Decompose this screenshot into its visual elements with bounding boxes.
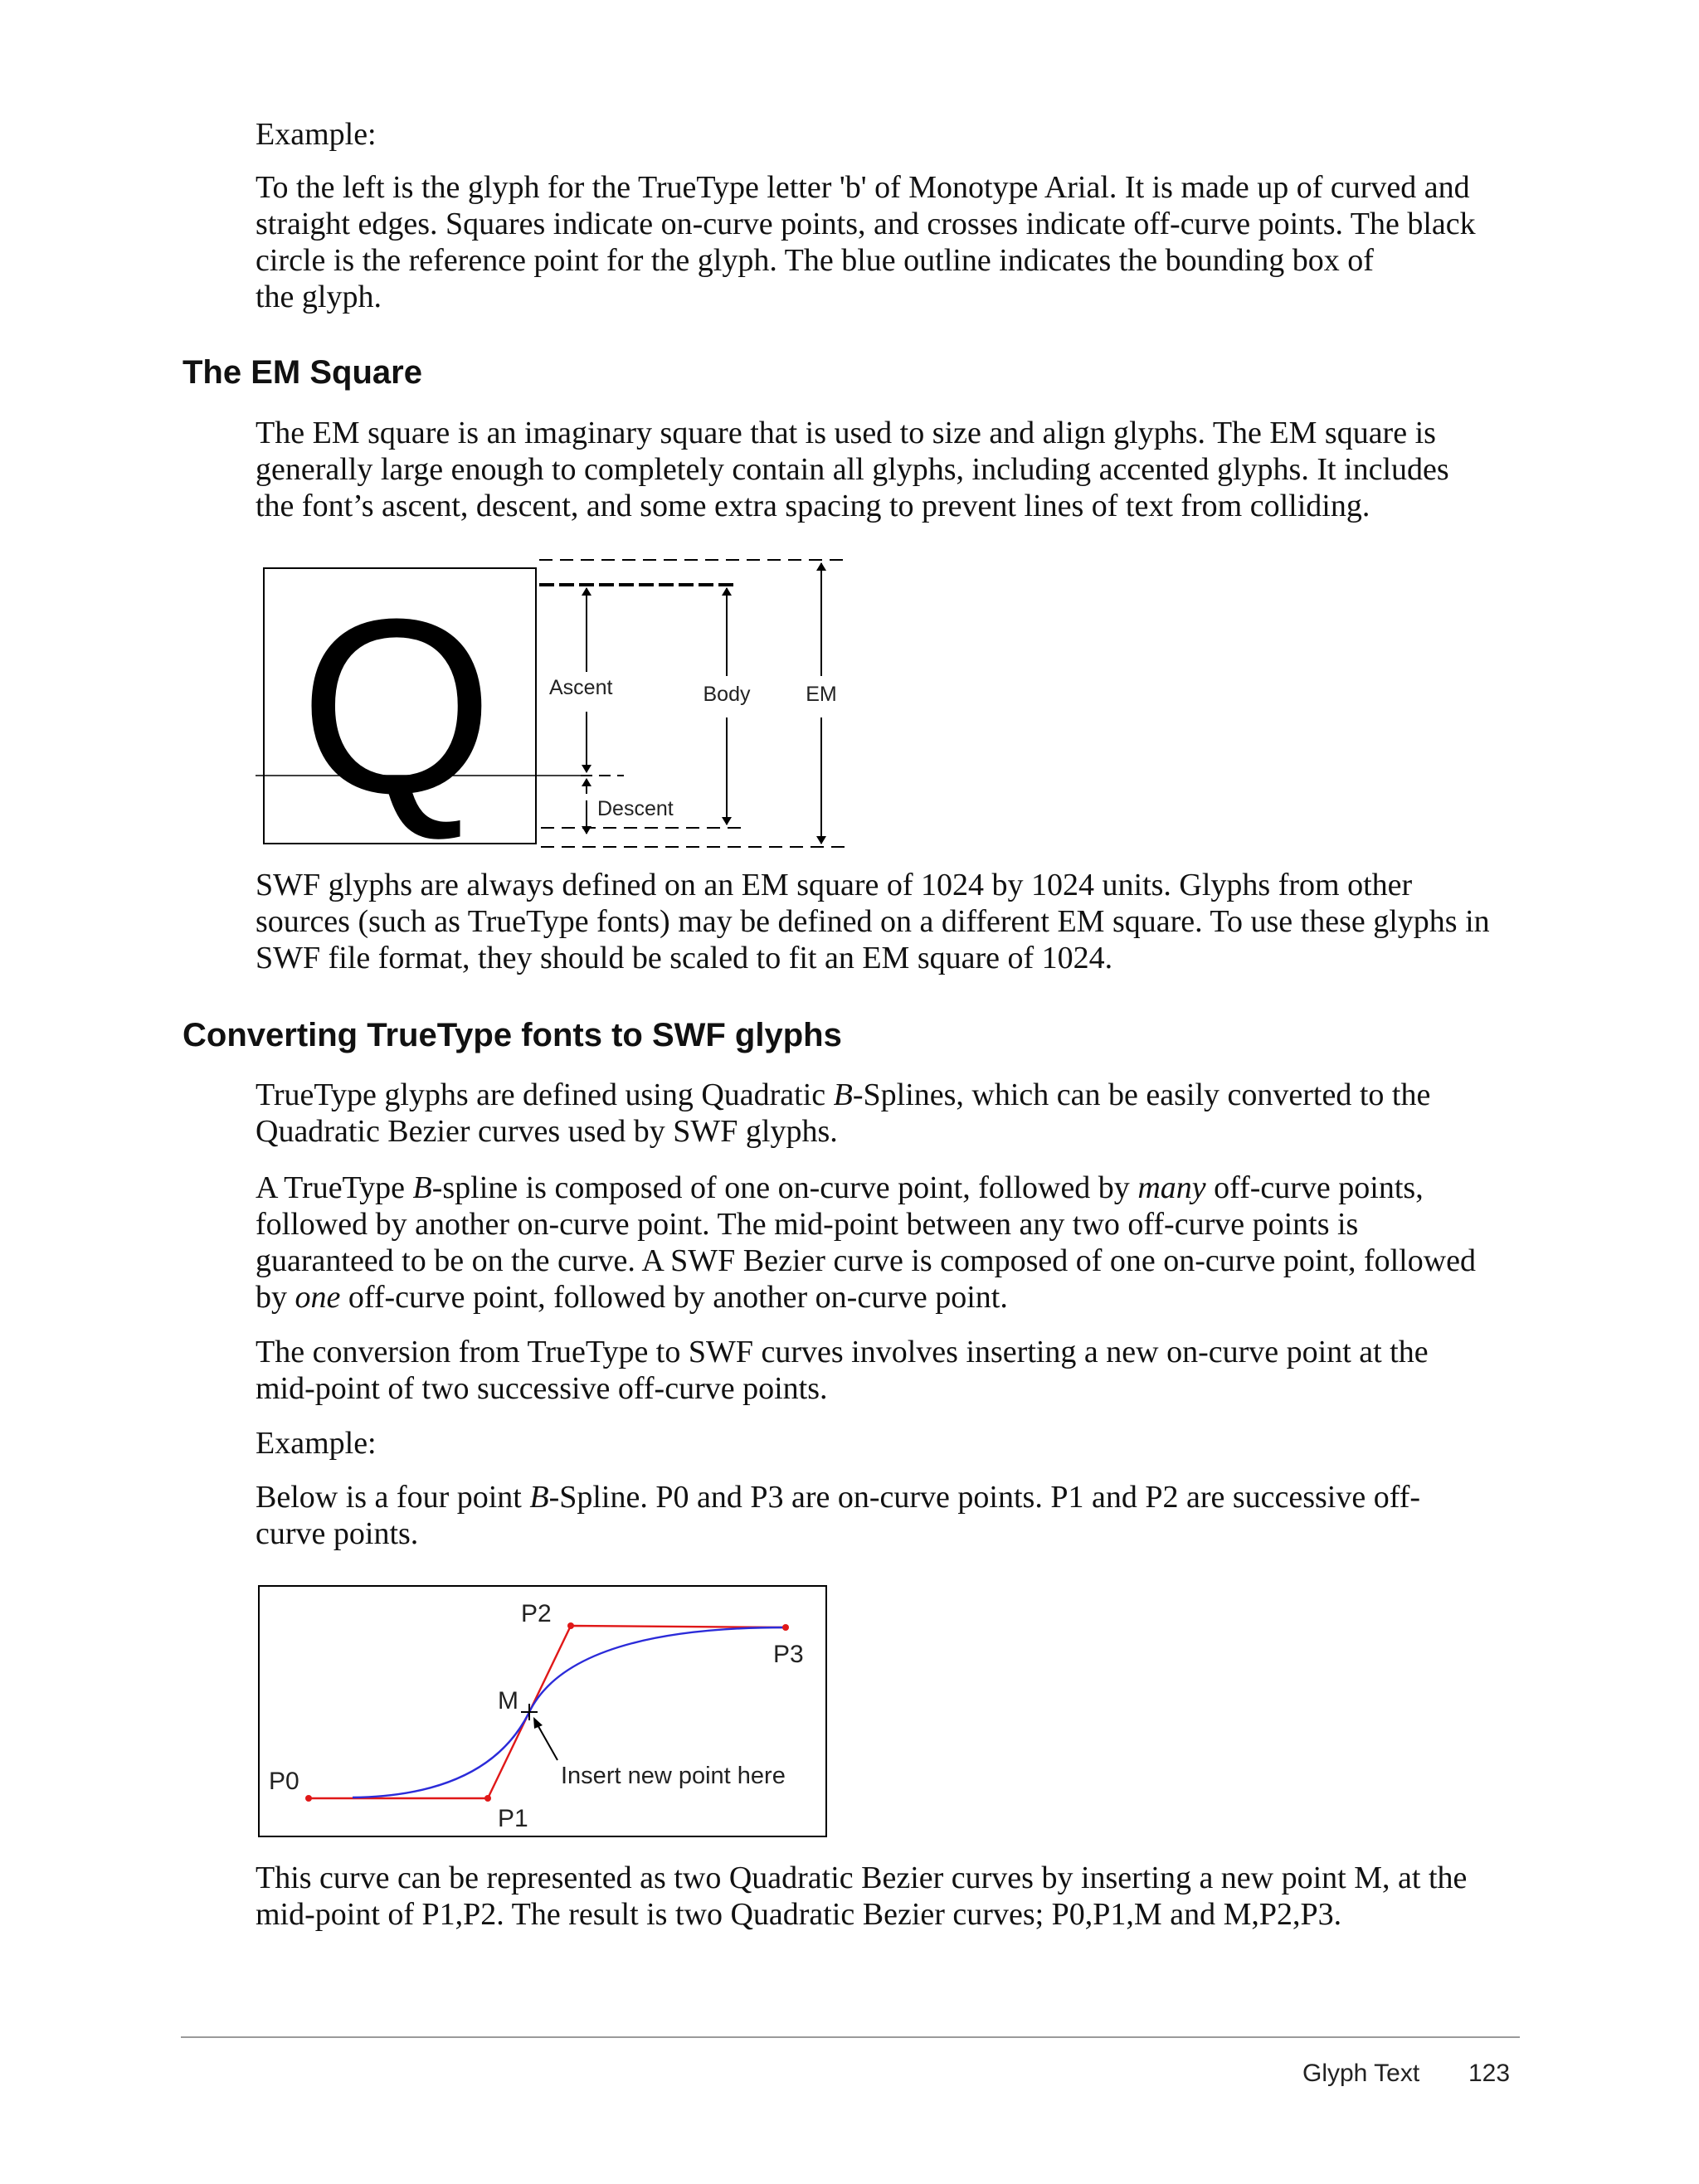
text-line: The EM square is an imaginary square that is used to size and align glyphs. The EM square is	[256, 416, 1436, 450]
descent-label: Descent	[597, 797, 674, 820]
em-label: EM	[806, 683, 837, 706]
text-run: A TrueType	[256, 1170, 413, 1205]
section-heading-em-square: The EM Square	[183, 354, 422, 391]
text-line: mid-point of P1,P2. The result is two Quadratic Bezier curves; P0,P1,M and M,P2,P3.	[256, 1897, 1342, 1932]
em-square-paragraph	[256, 415, 1525, 524]
label-insert: Insert new point here	[561, 1763, 786, 1789]
italic-run: many	[1137, 1170, 1206, 1205]
text-line: To the left is the glyph for the TrueType letter 'b' of Monotype Arial. It is made up of curved and	[256, 170, 1470, 205]
text-run: -Splines, which can be easily converted to the	[852, 1077, 1431, 1112]
text-line: the glyph.	[256, 280, 382, 314]
text-line: Quadratic Bezier curves used by SWF glyphs.	[256, 1114, 838, 1149]
text-line: The conversion from TrueType to SWF curves involves inserting a new on-curve point at the	[256, 1335, 1429, 1369]
text-line: sources (such as TrueType fonts) may be defined on a different EM square. To use these glyphs in	[256, 904, 1490, 939]
label-p3: P3	[773, 1641, 804, 1668]
text-line: the font’s ascent, descent, and some extra spacing to prevent lines of text from colliding.	[256, 489, 1370, 523]
text-line	[256, 1077, 1525, 1113]
glyph-paragraph	[256, 169, 1525, 315]
label-m: M	[498, 1687, 518, 1715]
example-label: Example:	[256, 117, 377, 152]
label-p1: P1	[498, 1805, 528, 1832]
text-line	[256, 1479, 1525, 1515]
footer-section-title: Glyph Text	[1302, 2060, 1420, 2087]
converting-paragraph-1	[256, 1077, 1525, 1150]
example-label-2: Example:	[256, 1426, 377, 1461]
label-p2: P2	[521, 1600, 552, 1627]
text-line: generally large enough to completely contain all glyphs, including accented glyphs. It includes	[256, 452, 1449, 487]
point-p2	[567, 1622, 574, 1629]
text-run: TrueType glyphs are defined using Quadratic	[256, 1077, 834, 1112]
text-line: followed by another on-curve point. The mid-point between any two off-curve points is	[256, 1207, 1359, 1242]
em-square-figure	[249, 552, 863, 863]
text-line	[256, 1170, 1525, 1206]
text-run: -Spline. P0 and P3 are on-curve points. P1 and P2 are successive off-	[548, 1480, 1420, 1515]
text-run: by	[256, 1280, 295, 1315]
italic-run: B	[833, 1077, 853, 1112]
italic-run: one	[295, 1280, 341, 1315]
text-run: off-curve point, followed by another on-curve point.	[340, 1280, 1008, 1315]
text-line: This curve can be represented as two Quadratic Bezier curves by inserting a new point M, at the	[256, 1861, 1468, 1895]
converting-paragraph-4	[256, 1479, 1525, 1552]
footer-rule	[181, 2036, 1520, 2038]
text-line: straight edges. Squares indicate on-curve points, and crosses indicate off-curve points. The black	[256, 207, 1476, 241]
text-run: Below is a four point	[256, 1480, 530, 1515]
text-line: curve points.	[256, 1516, 419, 1551]
point-p3	[782, 1624, 789, 1631]
em-square-paragraph-2	[256, 867, 1525, 976]
italic-run: B	[529, 1480, 549, 1515]
converting-paragraph-5	[256, 1860, 1525, 1933]
bspline-figure	[257, 1584, 830, 1844]
text-run: off-curve points,	[1205, 1170, 1424, 1205]
label-p0: P0	[269, 1768, 299, 1795]
ascent-label: Ascent	[549, 676, 613, 699]
text-line	[256, 1279, 1525, 1316]
italic-run: B	[412, 1170, 432, 1205]
section-heading-converting: Converting TrueType fonts to SWF glyphs	[183, 1017, 842, 1053]
page-number: 123	[1468, 2060, 1511, 2087]
point-p1	[484, 1795, 491, 1802]
converting-paragraph-2	[256, 1170, 1525, 1316]
text-line: SWF glyphs are always defined on an EM square of 1024 by 1024 units. Glyphs from other	[256, 868, 1413, 902]
text-run: -spline is composed of one on-curve point, followed by	[431, 1170, 1138, 1205]
text-line: circle is the reference point for the glyph. The blue outline indicates the bounding box of	[256, 243, 1374, 278]
text-line: SWF file format, they should be scaled to fit an EM square of 1024.	[256, 941, 1113, 975]
text-line: guaranteed to be on the curve. A SWF Bezier curve is composed of one on-curve point, followed	[256, 1243, 1477, 1278]
text-line: mid-point of two successive off-curve points.	[256, 1371, 828, 1406]
converting-paragraph-3	[256, 1334, 1525, 1407]
body-label: Body	[703, 683, 751, 706]
point-p0	[305, 1795, 312, 1802]
q-glyph: Q	[299, 567, 494, 845]
